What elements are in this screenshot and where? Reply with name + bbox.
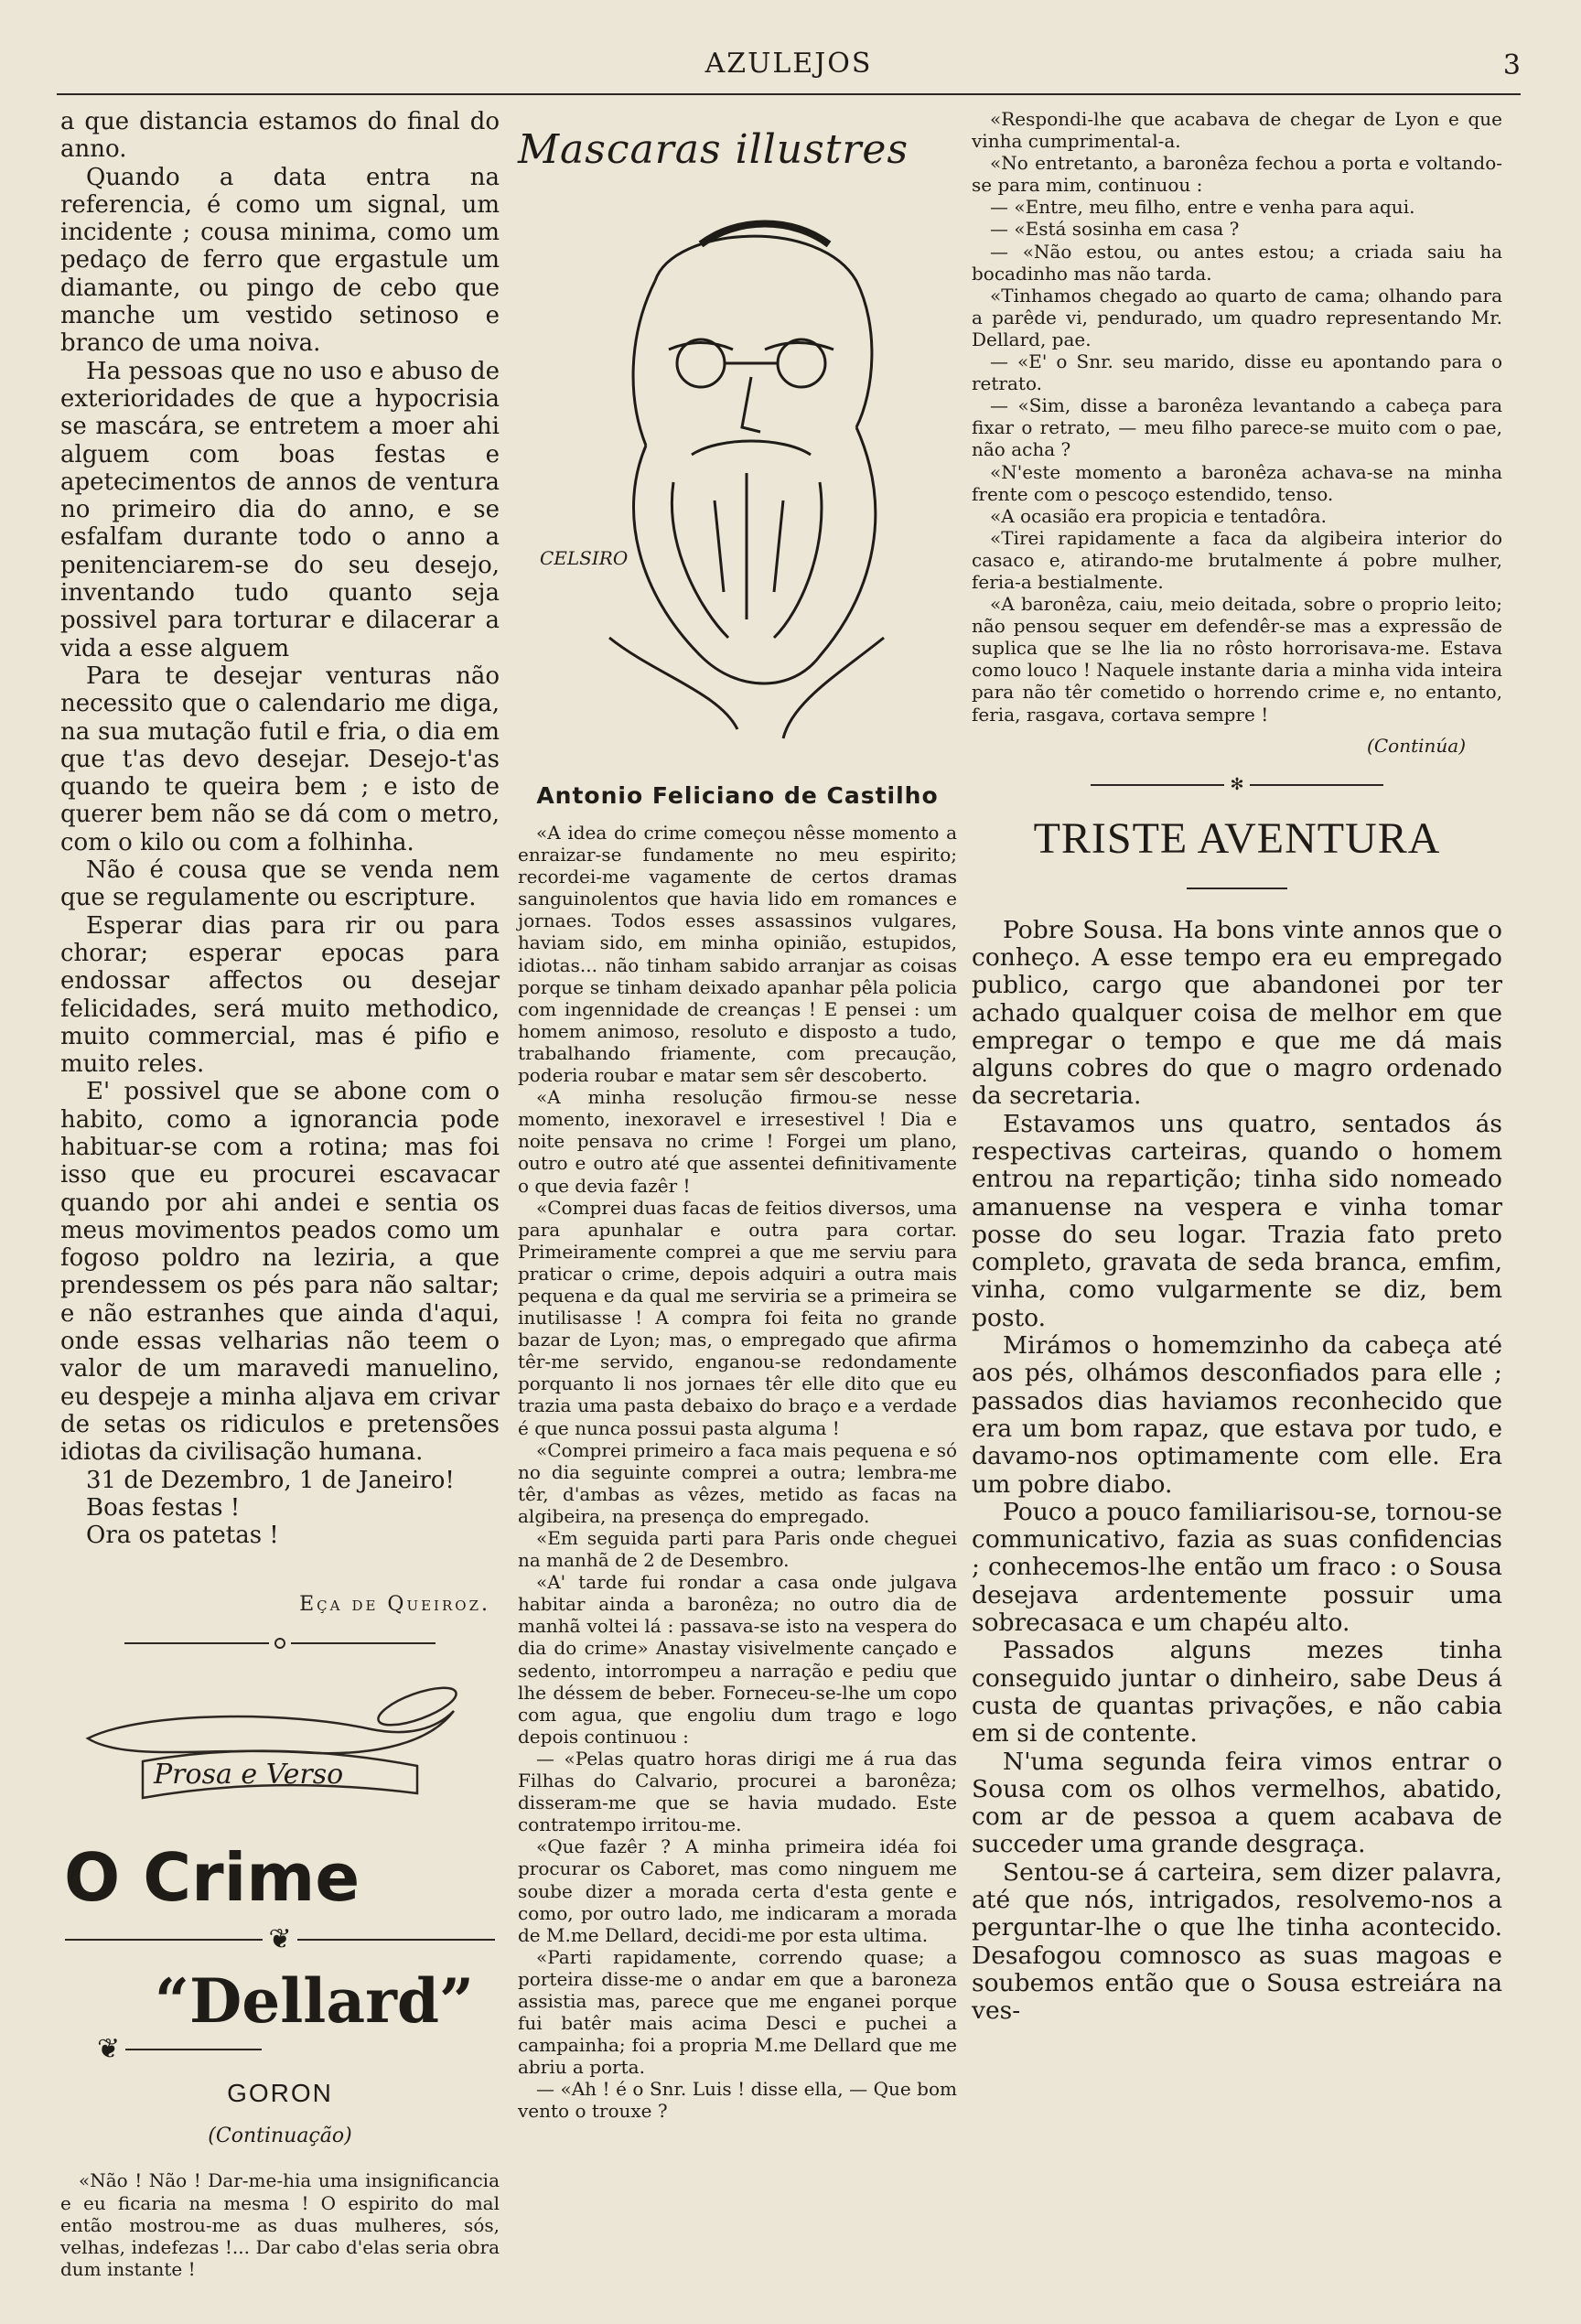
rule xyxy=(65,1939,263,1941)
paragraph: «Comprei duas facas de feitios diversos, uma para apunhalar e outra para cortar. Primeiramente comprei a que me serviu para praticar o crime, depois adquiri a outra mais pequena e da qual me serviria se a primeira se inutilisasse ! A compra foi feita no grande bazar de Lyon; mas, o empregado que afirma têr-me servido, enganou-se redondamente porquanto li nos jornaes têr elle dito que eu trazia uma pasta debaixo do braço e a verdade é que nunca possui pasta alguma ! xyxy=(518,1196,957,1439)
paragraph: «N'este momento a baronêza achava-se na minha frente com o pescoço estendido, tenso. xyxy=(972,460,1502,505)
paragraph: «Que fazêr ? A minha primeira idéa foi procurar os Caboret, mas como ninguem me soube dizer a morada certa d'esta gente e como, por outro lado, me indicaram a morada de M.me Dellard, decidi-me por esta ultima. xyxy=(518,1835,957,1946)
rule xyxy=(124,1642,269,1644)
ornament-divider xyxy=(124,1638,436,1649)
paragraph: «Respondi-lhe que acabava de chegar de Lyon e que vinha cumprimental-a. xyxy=(972,108,1502,153)
continua-note: (Continúa) xyxy=(1367,734,1466,757)
rule xyxy=(297,1939,495,1941)
story-text-continued xyxy=(518,822,957,2123)
section-heading: Mascaras illustres xyxy=(518,126,909,173)
paragraph: — «Pelas quatro horas dirigi me á rua das Filhas do Calvario, procurei a baronêza; disseram-me que se havia mudado. Este contratempo irritou-me. xyxy=(518,1747,957,1836)
essay-text xyxy=(60,108,500,1549)
page-number: 3 xyxy=(1502,49,1521,81)
story-author: GORON xyxy=(227,2079,333,2108)
paragraph: Quando a data entra na referencia, é como um signal, um incidente ; cousa minima, como um pedaço de ferro que ergastule um diamante, ou pingo de cebo que manche um vestido setinoso e branco de uma noiva. xyxy=(60,163,500,358)
paragraph: «Tirei rapidamente a faca da algibeira interior do casaco e, atirando-me brutalmente á pobre mulher, feria-a bestialmente. xyxy=(972,526,1502,593)
paragraph: a que distancia estamos do final do anno. xyxy=(60,108,500,164)
ornament-divider xyxy=(65,1923,495,1956)
paragraph: Sentou-se á carteira, sem dizer palavra, até que nós, intrigados, resolvemo-nos a perguntar-lhe o que lhe tinha acontecido. Desafogou comnosco as suas magoas e soubemos então que o Sousa estreiára na ves- xyxy=(972,1857,1502,2026)
paragraph: E' possivel que se abone com o habito, como a ignorancia pode habituar-se com a rotina; mas foi isso que eu procurei escavacar quando por ahi andei e sentia os meus movimentos peados como um fogoso poldro na leziria, a que prendessem os pés para não saltar; e não estranhes que ainda d'aqui, onde essas velharias não teem o valor de um maravedi manuelino, eu despeje a minha aljava em crivar de setas os ridiculos e pretensões idiotas da civilisação humana. xyxy=(60,1078,500,1467)
portrait-caption: Antonio Feliciano de Castilho xyxy=(536,782,939,809)
ornament-divider xyxy=(1091,774,1383,794)
column-middle xyxy=(518,108,957,2123)
story-text-continued xyxy=(972,108,1502,726)
article-text xyxy=(972,917,1502,2026)
paragraph: Estavamos uns quatro, sentados ás respectivas carteiras, quando o homem entrou na repartição; tinha sido nomeado amanuense na vespera e vinha tomar posse do seu logar. Trazia fato preto completo, gravata de seda branca, emfim, vinha, como vulgarmente se diz, bem posto. xyxy=(972,1109,1502,1332)
paragraph: Não é cousa que se venda nem que se regulamente ou escripture. xyxy=(60,856,500,912)
closing-line: Boas festas ! xyxy=(86,1493,241,1522)
paragraph: Para te desejar venturas não necessito que o calendario me diga, na sua mutação futil e fria, o dia em que t'as devo desejar. Desejo-t'as quando te queira bem ; e isto de querer bem não se dá com o metro, com o kilo ou com a folhinha. xyxy=(60,662,500,856)
paragraph: — «Ah ! é o Snr. Luis ! disse ella, — Que bom vento o trouxe ? xyxy=(518,2078,957,2123)
continuation-note: (Continuação) xyxy=(208,2125,352,2148)
scroll-ornament-icon: ❦ xyxy=(268,1923,292,1956)
paragraph: Ha pessoas que no uso e abuso de exterioridades de que a hypocrisia se mascára, se entretem a moer ahi alguem com boas festas e apetecimentos de annos de ventura no primeiro dia do anno, e se esfalfam durante todo o anno a penitenciarem-se do seu desejo, inventando tudo quanto seja possivel para torturar e dilacerar a vida a esse alguem xyxy=(60,357,500,662)
paragraph: — «Sim, disse a baronêza levantando a cabeça para fixar o retrato, — meu filho parece-se muito com o pae, não acha ? xyxy=(972,394,1502,461)
section-banner-label: Prosa e Verso xyxy=(154,1759,344,1791)
ornament-divider xyxy=(97,2033,262,2066)
quill-inkwell-illustration xyxy=(70,1674,472,1812)
column-right xyxy=(972,108,1502,2026)
paragraph: «Em seguida parti para Paris onde cheguei na manhã de 2 de Desembro. xyxy=(518,1527,957,1572)
rule xyxy=(125,2049,262,2050)
paragraph: «A minha resolução firmou-se nesse momento, inexoravel e irresestivel ! Dia e noite pensava no crime ! Forgei um plano, outro e outro até que assentei definitivamente o que devia fazêr ! xyxy=(518,1086,957,1197)
rule xyxy=(291,1642,436,1644)
article-title: TRISTE AVENTURA xyxy=(1033,813,1441,863)
paragraph: «Tinhamos chegado ao quarto de cama; olhando para a parêde vi, pendurado, um quadro representando Mr. Dellard, pae. xyxy=(972,284,1502,350)
paragraph: Mirámos o homemzinho da cabeça até aos pés, olhámos desconfiados para elle ; passados dias haviamos reconhecido que era um bom rapaz, que estava por tudo, e davamo-nos optimamente com elle. Era um pobre diabo. xyxy=(972,1331,1502,1499)
paragraph: «Não ! Não ! Dar-me-hia uma insignificancia e eu ficaria na mesma ! O espirito do mal então mostrou-me as duas mulheres, sós, velhas, indefezas !... Dar cabo d'elas seria obra dum instante ! xyxy=(60,2169,500,2280)
rule xyxy=(1250,784,1383,786)
paragraph: «Comprei primeiro a faca mais pequena e só no dia seguinte comprei a outra; lembra-me têr, d'ambas as vêzes, metido as facas na algibeira, na presença do empregado. xyxy=(518,1438,957,1527)
running-title: AZULEJOS xyxy=(704,48,873,80)
paragraph: «A idea do crime começou nêsse momento a enraizar-se fundamente no meu espirito; recordei-me vagamente de certos dramas sanguinolentos que havia lido em romances e jornaes. Todos esses assassinos vulgares, haviam sido, em minha opinião, estupidos, idiotas... não tinham sabido arranjar as coisas porque se tinham deixado apanhar pêla policia com ingennidade de creanças ! E pensei : um homem animoso, resoluto e disposto a tudo, trabalhando friamente, com precaução, poderia roubar e matar sem sêr descoberto. xyxy=(518,822,957,1087)
story-title-line1: O Crime xyxy=(64,1839,360,1917)
page-header xyxy=(57,38,1521,95)
section-banner xyxy=(70,1674,472,1812)
title-rule xyxy=(1187,888,1287,889)
artist-signature: CELSIRO xyxy=(540,547,629,569)
ornament-star-icon: ✻ xyxy=(1230,774,1244,794)
story-title-line2: “Dellard” xyxy=(155,1965,474,2038)
paragraph: — «Entre, meu filho, entre e venha para aqui. xyxy=(990,196,1415,219)
rule xyxy=(1091,784,1224,786)
story-text xyxy=(60,2169,500,2279)
closing-line: Ora os patetas ! xyxy=(86,1522,279,1550)
paragraph: «No entretanto, a baronêza fechou a porta e voltando-se para mim, continuou : xyxy=(972,152,1502,197)
paragraph: Passados alguns mezes tinha conseguido juntar o dinheiro, sabe Deus á custa de quantas privações, e não cabia em si de contente. xyxy=(972,1636,1502,1748)
paragraph: — «E' o Snr. seu marido, disse eu apontando para o retrato. xyxy=(972,350,1502,395)
paragraph: — «Está sosinha em casa ? xyxy=(990,218,1240,241)
ornament-dot xyxy=(274,1638,285,1649)
paragraph: — «Não estou, ou antes estou; a criada saiu ha bocadinho mas não tarda. xyxy=(972,240,1502,285)
portrait-caricature xyxy=(518,180,957,775)
paragraph: Pouco a pouco familiarisou-se, tornou-se communicativo, fazia as suas confidencias ; conhecemos-lhe então um fraco : o Sousa desejava ardentemente possuir uma sobrecasaca e um chapéu alto. xyxy=(972,1497,1502,1638)
paragraph: «A' tarde fui rondar a casa onde julgava habitar ainda a baronêza; no outro dia de manhã voltei lá : passava-se isto na vespera do dia do crime» Anastay visivelmente cançado e sedento, intorrompeu a narração e pediu que lhe déssem de beber. Forneceu-se-lhe um copo com agua, que engoliu dum trago e logo depois continuou : xyxy=(518,1571,957,1748)
closing-line: 31 de Dezembro, 1 de Janeiro! xyxy=(86,1466,455,1494)
paragraph: «A ocasião era propicia e tentadôra. xyxy=(990,504,1327,527)
paragraph: «A baronêza, caiu, meio deitada, sobre o proprio leito; não pensou sequer em defendêr-se mas a expressão de suplica que se lhe lia no rôsto horrorisava-me. Estava como louco ! Naquele instante daria a minha vida inteira para não têr cometido o horrendo crime e, no entanto, feria, rasgava, cortava sempre ! xyxy=(972,593,1502,726)
paragraph: Pobre Sousa. Ha bons vinte annos que o conheço. A esse tempo era eu empregado publico, cargo que abandonei por ter achado qualquer coisa de melhor em que empregar o tempo e que me dá mais alguns cobres do que o magro ordenado da secretaria. xyxy=(972,915,1502,1111)
signature: Eça de Queiroz. xyxy=(299,1593,490,1617)
paragraph: «Parti rapidamente, correndo quase; a porteira disse-me o andar em que a baroneza assistia mas, parece que me enganei porque fui batêr mais acima Desci e puchei a campainha; foi a propria M.me Dellard que me abriu a porta. xyxy=(518,1945,957,2079)
paragraph: N'uma segunda feira vimos entrar o Sousa com os olhos vermelhos, abatido, com ar de pessoa a quem acabava de succeder uma grande desgraça. xyxy=(972,1747,1502,1859)
column-left xyxy=(60,108,500,2280)
scroll-ornament-icon: ❦ xyxy=(97,2033,121,2066)
paragraph: Esperar dias para rir ou para chorar; esperar epocas para endossar affectos ou desejar felicidades, será muito methodico, muito commercial, mas é pifio e muito reles. xyxy=(60,911,500,1079)
